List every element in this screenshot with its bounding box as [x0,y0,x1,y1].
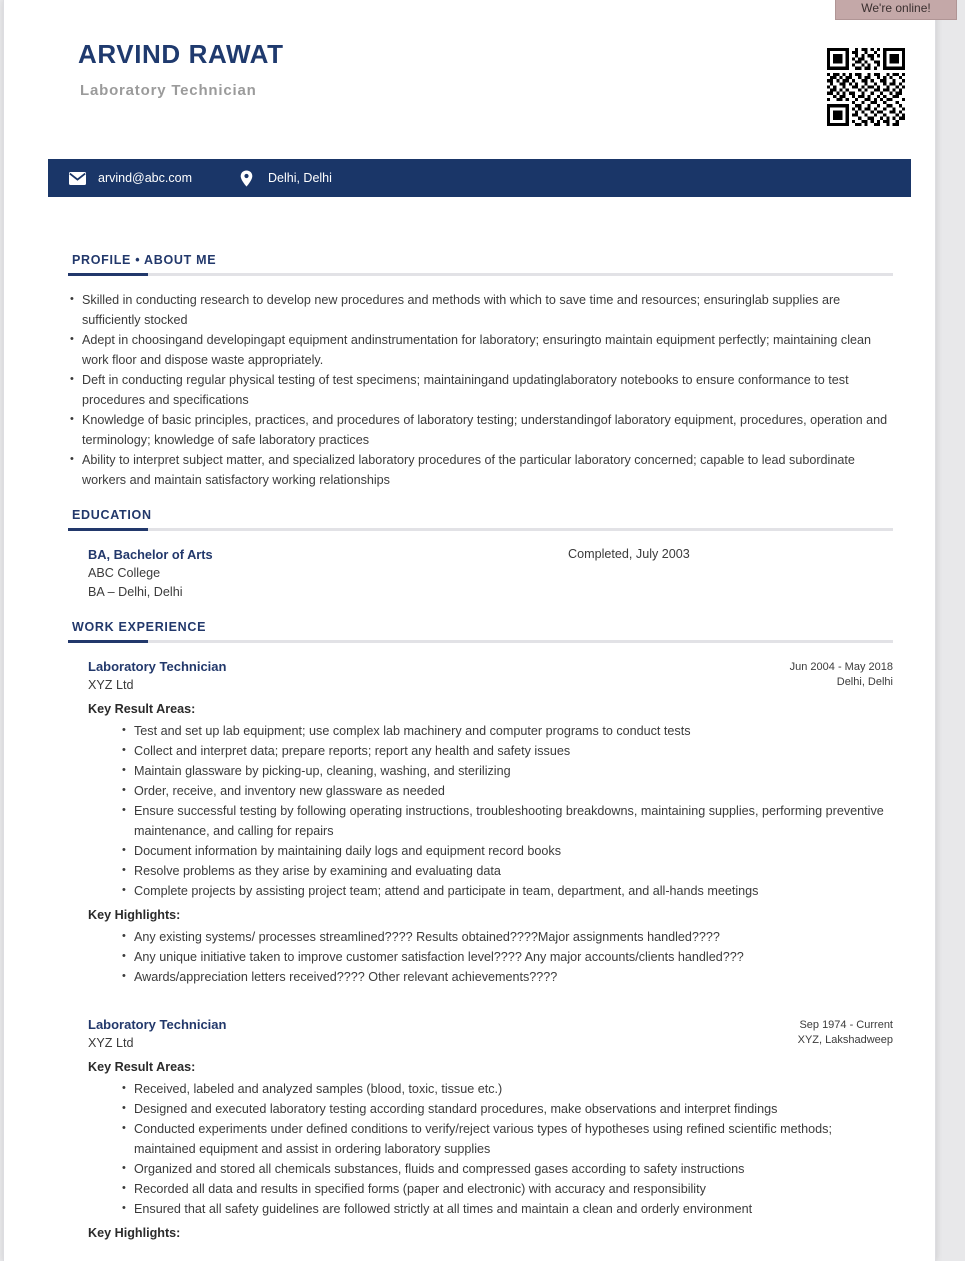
work-location: XYZ, Lakshadweep [797,1034,893,1046]
section-profile [68,253,893,490]
list-item: • Designed and executed laboratory testing according standard procedures, make observations and interpret findings [120,1099,893,1119]
list-item: • Deft in conducting regular physical testing of test specimens; maintainingand updatinglaboratory notebooks to ensure conformance to test procedures and specifications [68,370,893,410]
work-entry [88,657,893,987]
contact-bar [48,159,911,197]
list-item: • Adept in choosingand developingapt equipment andinstrumentation for laboratory; ensuringto maintain equipment perfectly; maintaining clean work floor and dispose waste appropriately. [68,330,893,370]
list-item: • Ability to interpret subject matter, and specialized laboratory procedures of the particular laboratory concerned; capable to lead subordinate workers and maintain satisfactory working relationships [68,450,893,490]
work-entry-header [88,657,893,695]
work-kra-list [120,1079,893,1219]
work-highlights-label: Key Highlights: [88,1226,181,1240]
work-highlights-label: Key Highlights: [88,908,181,922]
list-item: • Test and set up lab equipment; use complex lab machinery and computer programs to conduct tests [120,721,893,741]
education-status: Completed, July 2003 [568,547,690,561]
contact-email-value: arvind@abc.com [98,171,192,185]
work-entry-identity [88,1015,226,1053]
resume-page [4,0,935,1261]
education-entry [88,545,893,602]
profile-bullet-list [68,290,893,490]
contact-item-location[interactable] [238,169,332,187]
work-entry-header [88,1015,893,1053]
education-entry-left [88,545,568,602]
section-title-work: WORK EXPERIENCE [72,620,207,634]
list-item: • Awards/appreciation letters received???? Other relevant achievements???? [120,967,893,987]
qr-code [827,48,905,126]
education-location: BA – Delhi, Delhi [88,585,183,599]
email-icon [68,169,86,187]
education-degree: BA, Bachelor of Arts [88,547,213,562]
resume-content [4,253,935,1240]
work-dates: Sep 1974 - Current [799,1019,893,1031]
section-rule-profile [68,273,893,276]
work-role: Laboratory Technician [88,659,227,674]
list-item: • Maintain glassware by picking-up, cleaning, washing, and sterilizing [120,761,893,781]
contact-location-value: Delhi, Delhi [267,171,332,185]
resume-header [4,0,935,118]
chat-widget[interactable] [835,0,957,20]
section-education [68,508,893,602]
work-dates: Jun 2004 - May 2018 [789,661,893,673]
list-item: • Knowledge of basic principles, practices, and procedures of laboratory testing; understandingof laboratory equipment, procedures, operation and terminology; knowledge of safe laboratory practices [68,410,893,450]
header-job-title: Laboratory Technician [80,81,257,99]
list-item: • Complete projects by assisting project team; attend and participate in team, department, and all-hands meetings [120,881,893,901]
work-entry-identity [88,657,226,695]
page-title: ARVIND RAWAT [78,39,284,69]
list-item: • Resolve problems as they arise by examining and evaluating data [120,861,893,881]
section-title-profile: PROFILE • ABOUT ME [72,253,217,267]
work-entry-meta [798,1015,893,1048]
work-role: Laboratory Technician [88,1017,227,1032]
work-highlights-list [120,927,893,987]
chat-widget-label: We're online! [861,1,931,15]
contact-item-email[interactable] [68,169,192,187]
list-item: • Skilled in conducting research to develop new procedures and methods with which to save time and resources; ensuringlab supplies are sufficiently stocked [68,290,893,330]
list-item: • Received, labeled and analyzed samples (blood, toxic, tissue etc.) [120,1079,893,1099]
list-item: • Any unique initiative taken to improve customer satisfaction level???? Any major accounts/clients handled??? [120,947,893,967]
list-item: • Organized and stored all chemicals substances, fluids and compressed gases according to safety instructions [120,1159,893,1179]
work-kra-label: Key Result Areas: [88,702,196,716]
education-institution: ABC College [88,566,161,580]
section-rule-education [68,528,893,531]
list-item: • Collect and interpret data; prepare reports; report any health and safety issues [120,741,893,761]
section-rule-work [68,640,893,643]
work-company: XYZ Ltd [88,1036,134,1050]
list-item: • Ensure successful testing by following operating instructions, troubleshooting breakdowns, maintaining supplies, performing preventive maintenance, and calling for repairs [120,801,893,841]
list-item: • Any existing systems/ processes streamlined???? Results obtained????Major assignments handled???? [120,927,893,947]
location-pin-icon [238,169,256,187]
list-item: • Order, receive, and inventory new glassware as needed [120,781,893,801]
section-title-education: EDUCATION [72,508,152,522]
list-item: • Recorded all data and results in specified forms (paper and electronic) with accuracy and responsibility [120,1179,893,1199]
list-item: • Document information by maintaining daily logs and equipment record books [120,841,893,861]
work-entry [88,1015,893,1240]
work-entry-meta [790,657,893,690]
list-item: • Ensured that all safety guidelines are followed strictly at all times and maintain a clean and orderly environment [120,1199,893,1219]
work-kra-list [120,721,893,901]
work-location: Delhi, Delhi [836,676,893,688]
work-company: XYZ Ltd [88,678,134,692]
work-kra-label: Key Result Areas: [88,1060,196,1074]
section-work-experience [68,620,893,1240]
list-item: • Conducted experiments under defined conditions to verify/reject various types of hypotheses using refined scientific methods; maintained equipment and assist in ordering laboratory supplies [120,1119,893,1159]
